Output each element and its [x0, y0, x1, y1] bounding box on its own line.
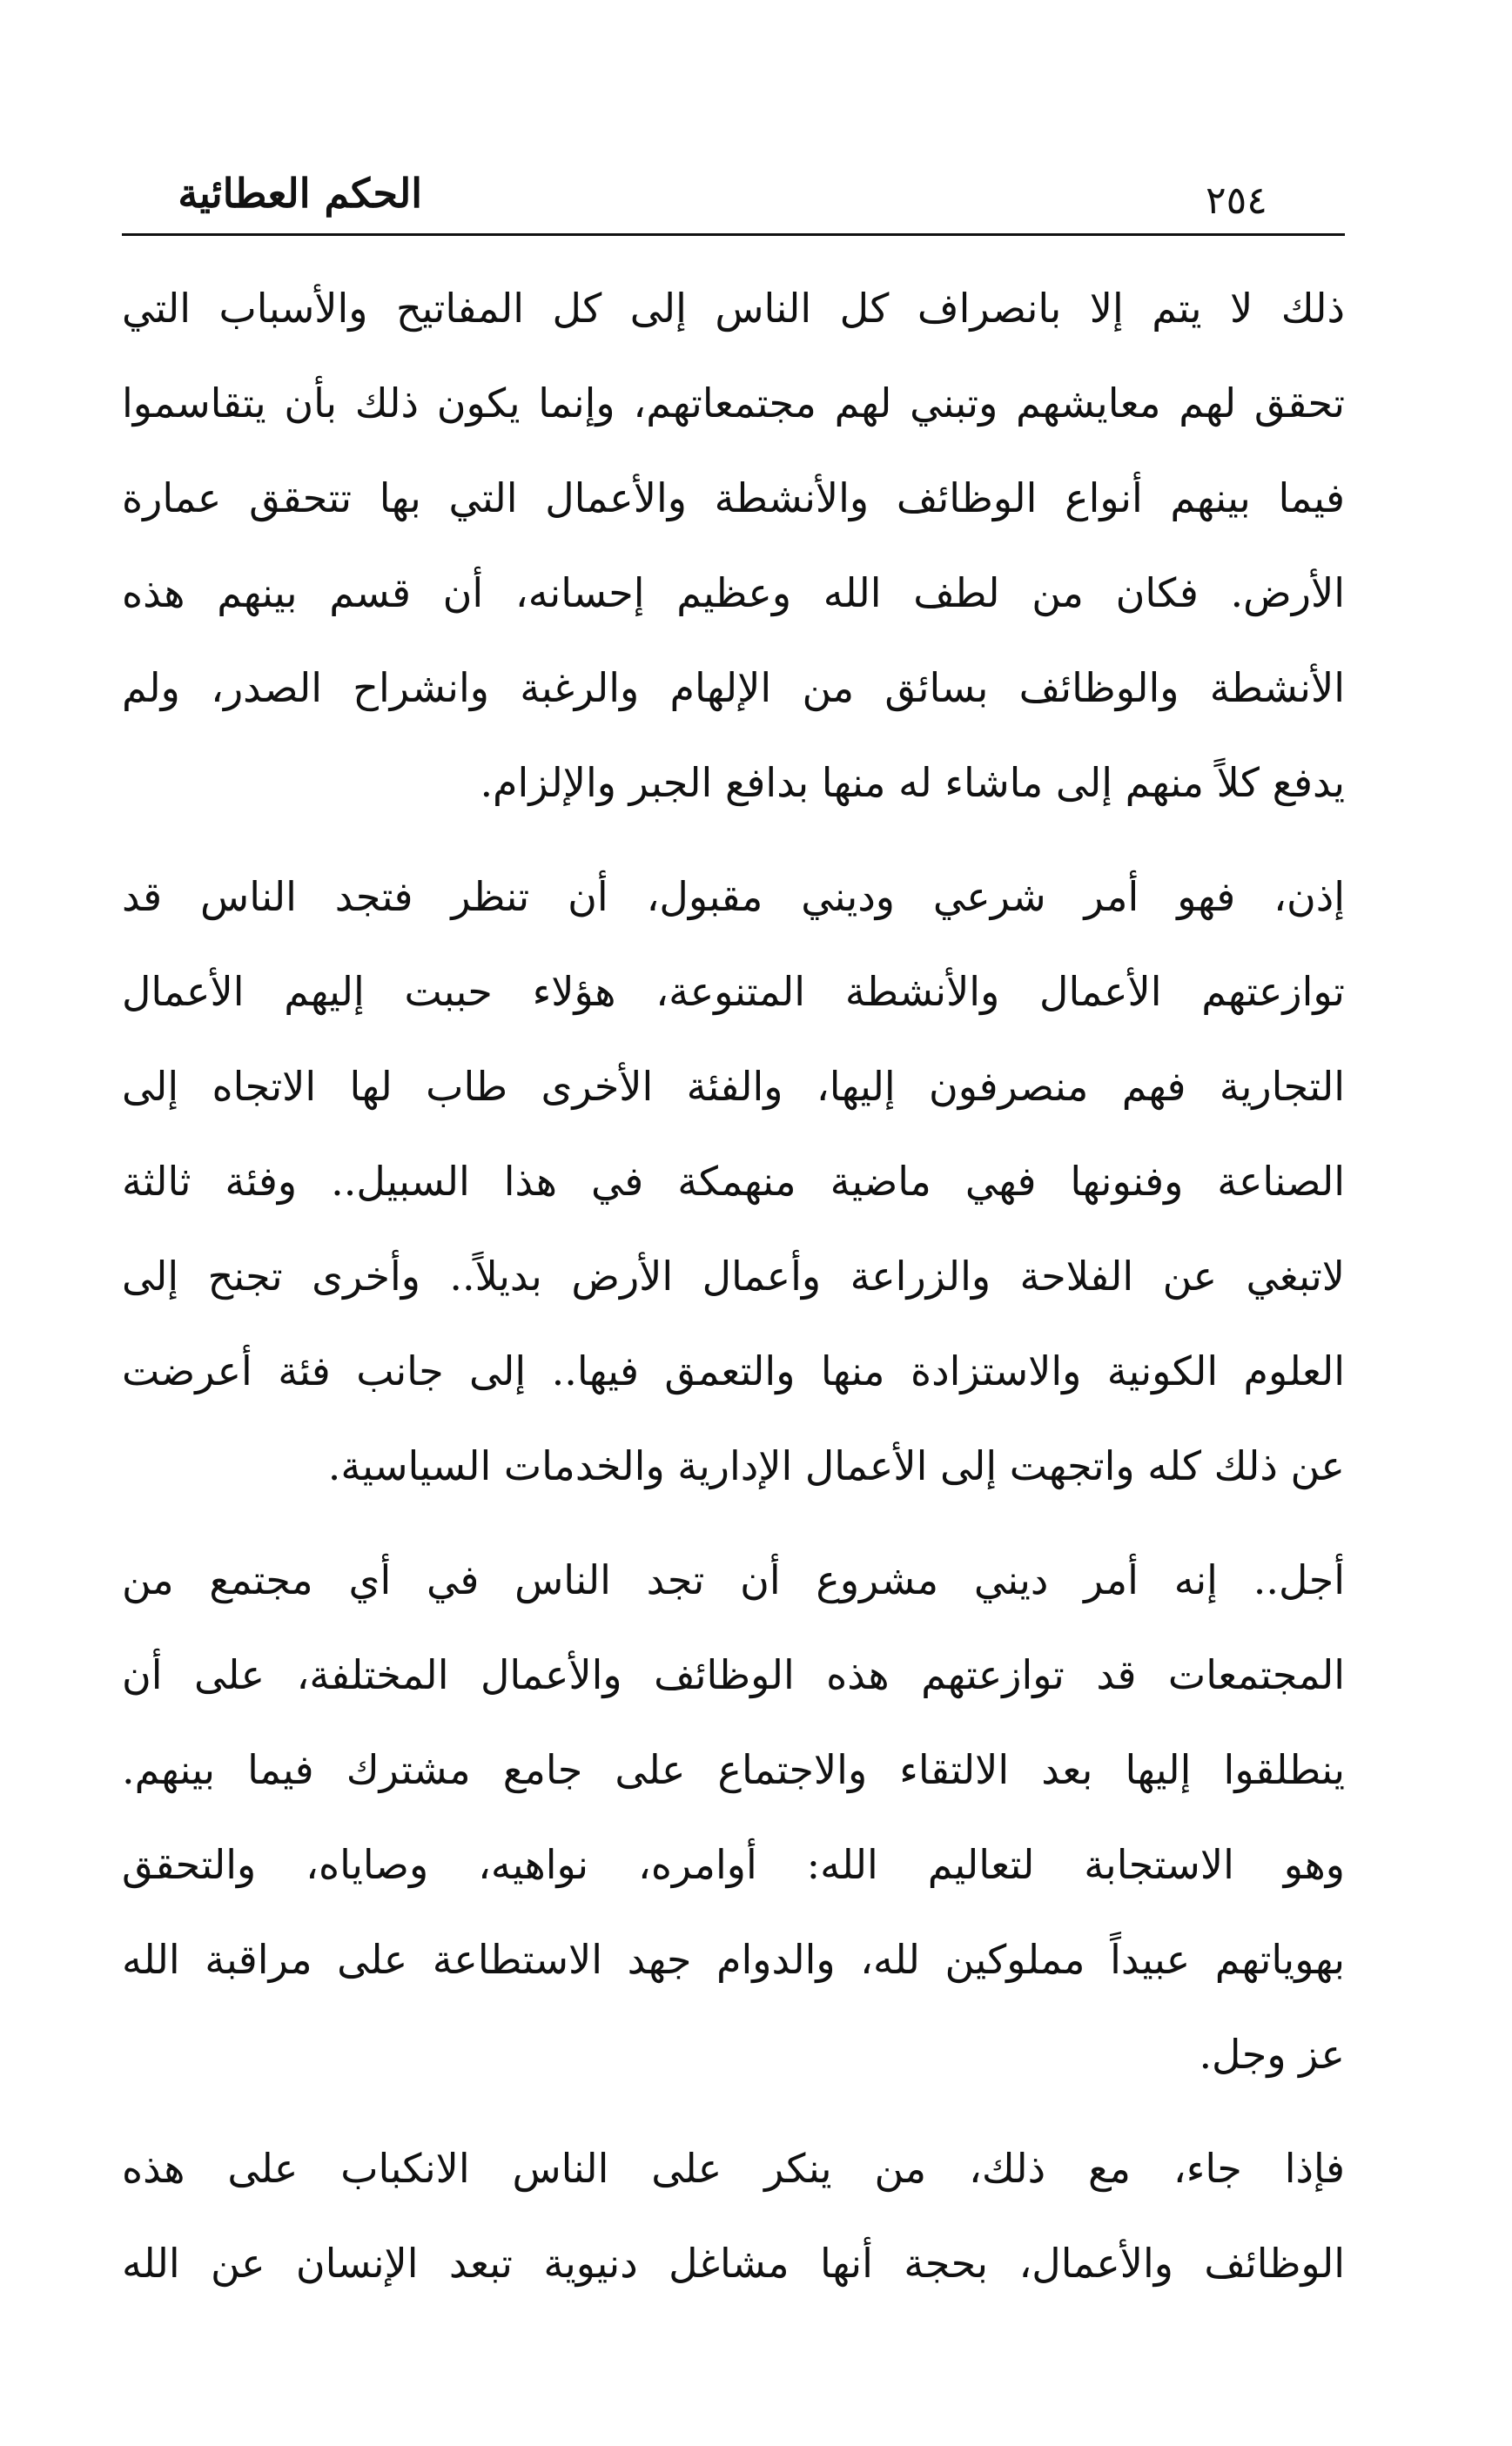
text-line: المجتمعات قد توازعتهم هذه الوظائف والأعمال المختلفة، على أن: [122, 1651, 1345, 1698]
text-line: الصناعة وفنونها فهي ماضية منهمكة في هذا السبيل.. وفئة ثالثة: [122, 1158, 1345, 1205]
text-line: العلوم الكونية والاستزادة منها والتعمق فيها.. إلى جانب فئة أعرضت: [122, 1347, 1345, 1394]
paragraph-3: [122, 1533, 1345, 2102]
text-line: عز وجل.: [1199, 2031, 1345, 2078]
paragraph-2: [122, 850, 1345, 1514]
text-line: إذن، فهو أمر شرعي وديني مقبول، أن تنظر فتجد الناس قد: [122, 873, 1345, 920]
text-line: تحقق لهم معايشهم وتبني لهم مجتمعاتهم، وإنما يكون ذلك بأن يتقاسموا: [122, 380, 1345, 427]
paragraph-1: [122, 261, 1345, 830]
text-line: فإذا جاء، مع ذلك، من ينكر على الناس الانكباب على هذه: [122, 2145, 1345, 2192]
text-line: الوظائف والأعمال، بحجة أنها مشاغل دنيوية تبعد الإنسان عن الله: [122, 2240, 1345, 2287]
text-line: الأرض. فكان من لطف الله وعظيم إحسانه، أن قسم بينهم هذه: [122, 569, 1345, 616]
text-line: بهوياتهم عبيداً مملوكين لله، والدوام جهد الاستطاعة على مراقبة الله: [122, 1936, 1345, 1983]
text-line: عن ذلك كله واتجهت إلى الأعمال الإدارية والخدمات السياسية.: [327, 1442, 1345, 1489]
page-number: ٢٥٤: [1206, 178, 1267, 223]
text-line: توازعتهم الأعمال والأنشطة المتنوعة، هؤلاء حببت إليهم الأعمال: [122, 968, 1345, 1015]
text-body: [122, 261, 1345, 2330]
header-rule: [122, 233, 1345, 236]
text-line: وهو الاستجابة لتعاليم الله: أوامره، نواهيه، وصاياه، والتحقق: [122, 1841, 1345, 1888]
text-line: الأنشطة والوظائف بسائق من الإلهام والرغبة وانشراح الصدر، ولم: [122, 664, 1345, 711]
paragraph-4: [122, 2121, 1345, 2311]
text-line: التجارية فهم منصرفون إليها، والفئة الأخرى طاب لها الاتجاه إلى: [122, 1063, 1345, 1110]
page-header: [122, 170, 1345, 231]
text-line: ينطلقوا إليها بعد الالتقاء والاجتماع على جامع مشترك فيما بينهم.: [122, 1746, 1345, 1793]
text-line: أجل.. إنه أمر ديني مشروع أن تجد الناس في أي مجتمع من: [122, 1556, 1345, 1603]
text-line: يدفع كلاً منهم إلى ماشاء له منها بدافع الجبر والإلزام.: [480, 759, 1345, 806]
text-line: فيما بينهم أنواع الوظائف والأنشطة والأعمال التي بها تتحقق عمارة: [122, 474, 1345, 521]
running-title: الحكم العطائية: [178, 170, 422, 217]
text-line: لاتبغي عن الفلاحة والزراعة وأعمال الأرض بديلاً.. وأخرى تجنح إلى: [122, 1253, 1345, 1300]
text-line: ذلك لا يتم إلا بانصراف كل الناس إلى كل المفاتيح والأسباب التي: [122, 285, 1345, 332]
